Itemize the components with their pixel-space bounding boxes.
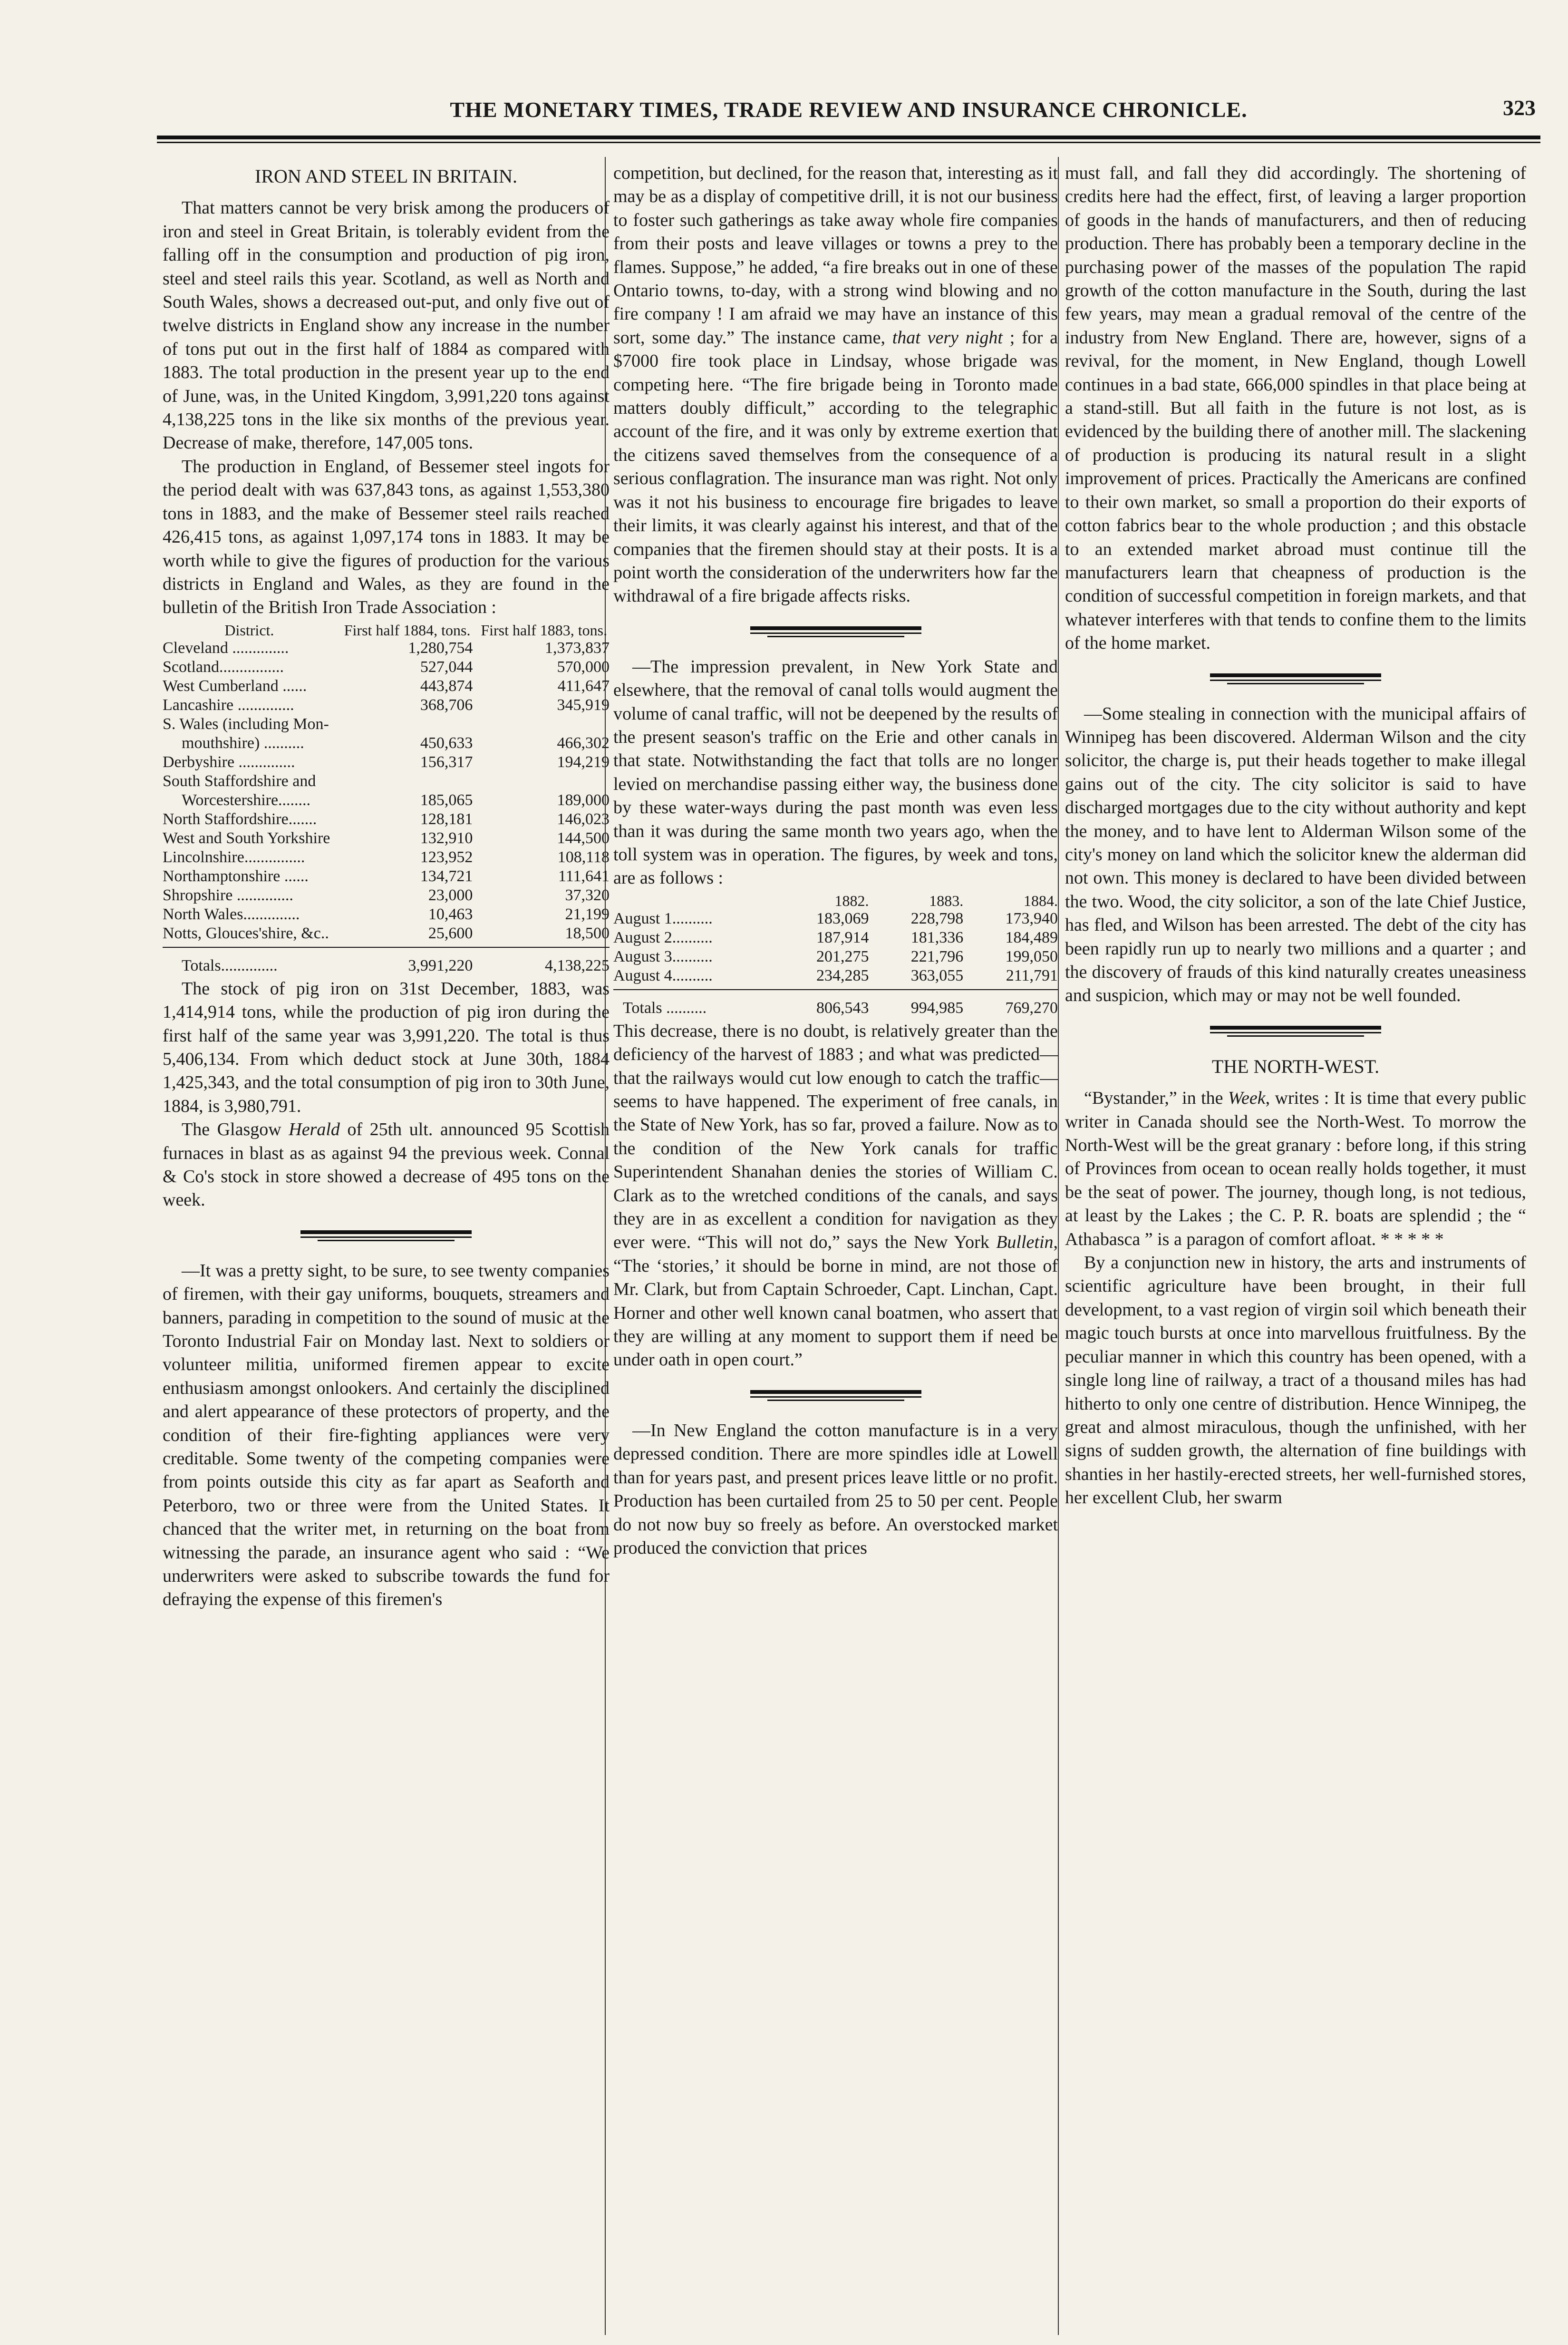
value-cell: 189,000 xyxy=(557,791,610,809)
table-row xyxy=(163,639,610,658)
district-cell: North Staffordshire....... xyxy=(163,810,317,828)
totals-row xyxy=(613,992,1058,1018)
text-run: competition, but declined, for the reason that, interesting as it may be as a display of competitive drill, it is not our business to foster such gatherings as take away whole fire companies from their posts and leave villages or towns a prey to the flames. Suppose,” he added, “a fire breaks out in one of these Ontario towns, to-day, with a strong wind blowing and no fire company ! I am afraid we may have an instance of this sort, some day.” The instance came, xyxy=(613,163,1058,348)
district-cell: Worcestershire........ xyxy=(182,791,311,809)
district-cell: South Staffordshire and xyxy=(163,772,316,790)
total-value: 769,270 xyxy=(1005,999,1058,1017)
district-cell: mouthshire) .......... xyxy=(182,734,304,752)
district-cell: Lancashire .............. xyxy=(163,696,294,714)
article-title-iron-steel: IRON AND STEEL IN BRITAIN. xyxy=(255,165,517,187)
week-cell: August 1.......... xyxy=(613,909,713,927)
italic-run: that very night xyxy=(892,327,1003,348)
paragraph: That matters cannot be very brisk among the producers of iron and steel in Great Britain, is tolerably evident from the falling off in the consumption and production of pig iron, steel and steel rails this year. Scotland, as well as North and South Wales, shows a decreased out-put, and only five out of twelve districts in England show any increase in the number of tons put out in the first half of 1884 as compared with 1883. The total production in the present year up to the end of June, was, in the United Kingdom, 3,991,220 tons against 4,138,225 tons in the like six months of the previous year. Decrease of make, therefore, 147,005 tons. xyxy=(163,198,610,453)
text-run: , writes : It is time that every public writer in Canada should see the North-West. To morrow the North-West will be the great granary : before long, if this string of Provinces from ocean to ocean really holds together, it must be the seat of power. The journey, though long, is not tedious, at least by the Lakes ; the C. P. R. boats are splendid ; the “ Athabasca ” is a paragon of comfort afloat. * * * * * xyxy=(1065,1088,1526,1249)
table-row xyxy=(163,696,610,715)
section-separator xyxy=(1210,1026,1381,1037)
value-cell xyxy=(336,772,473,791)
section-separator xyxy=(1210,673,1381,684)
value-cell: 10,463 xyxy=(428,905,473,923)
paragraph: By a conjunction new in history, the arts and instruments of scientific agriculture have been brought, in their full development, to a vast region of virgin soil which beneath their magic touch bursts at once into marvellous fruitfulness. By the peculiar manner in which this country has been opened, with a single long line of railway, a tract of a thousand miles has had hitherto to only one centre of distribution. Hence Winnipeg, the great and almost miraculous, though the unfinished, with her signs of sudden growth, the alternation of fine buildings with shanties in her hastily-erected streets, her well-furnished stores, her excellent Club, her swarm xyxy=(1065,1253,1526,1508)
article-title-north-west: THE NORTH-WEST. xyxy=(1211,1055,1380,1077)
table-row xyxy=(163,734,610,753)
totals-rule xyxy=(163,947,610,948)
table-row xyxy=(613,966,1058,985)
district-cell: S. Wales (including Mon- xyxy=(163,715,329,733)
value-cell: 25,600 xyxy=(428,924,473,942)
publication-title: THE MONETARY TIMES, TRADE REVIEW AND INSURANCE CHRONICLE. xyxy=(450,97,1248,122)
column-divider xyxy=(1058,157,1059,2335)
text-run: of 25th ult. announced 95 Scottish furnaces in blast as as against 94 the previous week. Connal & Co's stock in store showed a decrease of 495 tons on the week. xyxy=(163,1119,610,1210)
table-row xyxy=(613,909,1058,928)
table-row xyxy=(163,715,610,734)
canal-traffic-table xyxy=(613,892,1058,1018)
column-2 xyxy=(613,162,1058,2330)
table-header-cell: 1883. xyxy=(929,892,964,909)
value-cell: 144,500 xyxy=(557,829,610,847)
value-cell: 368,706 xyxy=(420,696,473,714)
totals-label: Totals.............. xyxy=(182,956,278,974)
value-cell: 132,910 xyxy=(420,829,473,847)
header-rule-thick xyxy=(157,136,1540,139)
italic-run: Bulletin xyxy=(996,1232,1054,1253)
district-cell: Northamptonshire ...... xyxy=(163,867,309,885)
table-header-row xyxy=(163,622,610,639)
paragraph: The stock of pig iron on 31st December, 1883, was 1,414,914 tons, while the production of pig iron during the first half of the same year was 3,991,220. The total is thus 5,406,134. From which deduct stock at June 30th, 1884 1,425,343, and the total consumption of pig iron to 30th June, 1884, is 3,980,791. xyxy=(163,978,610,1116)
value-cell: 194,219 xyxy=(557,753,610,771)
value-cell: 345,919 xyxy=(557,696,610,714)
district-cell: North Wales.............. xyxy=(163,905,300,923)
text-run: ; for a $7000 fire took place in Lindsay, whose brigade was competing here. “The fire brigade being in Toronto made matters doubly difficult,” according to the telegraphic account of the fire, and it was only by extreme exertion that the citizens saved themselves from the consequence of a serious conflagration. The insurance man was right. Not only was it not his business to encourage fire brigades to leave their limits, it was clearly against his interest, and that of the companies that the firemen should stay at their posts. It is a point worth the consideration of the underwriters how far the withdrawal of a fire brigade affects risks. xyxy=(613,327,1058,606)
table-row xyxy=(163,905,610,924)
total-value: 994,985 xyxy=(910,999,964,1017)
header-rule-thin xyxy=(157,142,1540,143)
text-run: “Bystander,” in the xyxy=(1084,1088,1228,1109)
value-cell: 1,280,754 xyxy=(408,639,473,657)
table-rule-row xyxy=(613,985,1058,992)
district-cell: Notts, Glouces'shire, &c.. xyxy=(163,924,329,942)
total-value: 3,991,220 xyxy=(408,956,473,974)
value-cell: 411,647 xyxy=(557,677,610,695)
table-row xyxy=(163,810,610,829)
district-cell: Cleveland .............. xyxy=(163,639,289,657)
paragraph: The production in England, of Bessemer steel ingots for the period dealt with was 637,843 tons, as against 1,553,380 tons in 1883, and the make of Bessemer steel rails reached 426,415 tons, as against 1,097,174 tons in 1883. It may be worth while to give the figures of production for the various districts in England and Wales, as they are found in the bulletin of the British Iron Trade Association : xyxy=(163,456,610,618)
value-cell xyxy=(473,715,610,734)
column-1 xyxy=(163,162,610,2330)
table-row xyxy=(163,677,610,696)
value-cell: 128,181 xyxy=(420,810,473,828)
section-separator xyxy=(300,1230,472,1241)
table-row xyxy=(163,791,610,810)
totals-row xyxy=(163,950,610,975)
week-cell: August 3.......... xyxy=(613,947,713,965)
value-cell: 201,275 xyxy=(816,947,869,965)
text-run: , “The ‘stories,’ it should be borne in mind, are not those of Mr. Clark, but from Captain Schroeder, Capt. Linchan, Capt. Horner and other well known canal boatmen, who assert that they are willing at any moment to support them if need be under oath in open court.” xyxy=(613,1232,1058,1370)
page-header xyxy=(157,90,1540,128)
table-row xyxy=(613,928,1058,947)
value-cell: 570,000 xyxy=(557,658,610,676)
table-row xyxy=(163,848,610,867)
table-header-cell: First half 1884, tons. xyxy=(344,621,471,639)
value-cell: 183,069 xyxy=(816,909,869,927)
paragraph xyxy=(613,1020,1058,1372)
paragraph xyxy=(163,1118,610,1212)
value-cell: 111,641 xyxy=(558,867,610,885)
table-row xyxy=(163,924,610,943)
table-header-row xyxy=(613,892,1058,909)
value-cell: 108,118 xyxy=(557,848,610,866)
text-run: The Glasgow xyxy=(182,1119,289,1140)
paragraph xyxy=(613,162,1058,608)
value-cell: 123,952 xyxy=(420,848,473,866)
table-row xyxy=(613,947,1058,966)
page-number: 323 xyxy=(1503,96,1536,120)
district-cell: Lincolnshire............... xyxy=(163,848,305,866)
district-cell: Shropshire .............. xyxy=(163,886,293,904)
value-cell: 1,373,837 xyxy=(545,639,610,657)
value-cell: 23,000 xyxy=(428,886,473,904)
total-value: 806,543 xyxy=(816,999,869,1017)
value-cell: 211,791 xyxy=(1006,966,1058,984)
value-cell: 181,336 xyxy=(910,928,964,946)
district-cell: Scotland................ xyxy=(163,658,284,676)
table-row xyxy=(163,753,610,772)
value-cell: 466,302 xyxy=(557,734,610,752)
value-cell xyxy=(473,772,610,791)
section-separator xyxy=(750,626,921,637)
value-cell: 363,055 xyxy=(910,966,964,984)
paragraph: —Some stealing in connection with the municipal affairs of Winnipeg has been discovered. Alderman Wilson and the city solicitor, the charge is, put their heads together to make illegal gains out of the city. The city solicitor is said to have discharged mortgages due to the city without authority and kept the money, and to have lent to Alderman Wilson some of the city's money on land which the solicitor knew the alderman did not own. This money is declared to have been divided between the two. Wood, the city solicitor, a son of the late Chief Justice, has fled, and Wilson has been arrested. The debt of the city has been rapidly run up to nearly two millions and a quarter ; and the discovery of frauds of this kind naturally creates uneasiness and suspicion, which may or may not be well founded. xyxy=(1065,703,1526,1006)
table-header-cell: 1882. xyxy=(834,892,869,909)
text-run: This decrease, there is no doubt, is relatively greater than the deficiency of the harvest of 1883 ; and what was predicted—that the railways would cut low enough to catch the traffic—seems to have happened. The experiment of free canals, in the State of New York, has so far, proved a failure. Now as to the condition of the New York canals for traffic Superintendent Shanahan denies the stories of William C. Clark as to the wretched conditions of the canals, and says they are in as excellent a condition for navigation as they ever were. “This will not do,” says the New York xyxy=(613,1021,1058,1253)
totals-label: Totals .......... xyxy=(623,999,707,1017)
value-cell: 199,050 xyxy=(1005,947,1058,965)
value-cell: 18,500 xyxy=(565,924,610,942)
value-cell: 443,874 xyxy=(420,677,473,695)
value-cell: 234,285 xyxy=(816,966,869,984)
table-row xyxy=(163,829,610,848)
week-cell: August 2.......... xyxy=(613,928,713,946)
value-cell: 527,044 xyxy=(420,658,473,676)
column-3 xyxy=(1065,162,1526,2330)
value-cell: 37,320 xyxy=(565,886,610,904)
table-header-cell: District. xyxy=(224,621,274,639)
table-row xyxy=(163,772,610,791)
italic-run: Herald xyxy=(289,1119,340,1140)
paragraph: must fall, and fall they did accordingly. The shortening of credits here had the effect, first, of leaving a larger proportion of goods in the hands of manufacturers, and then of reducing production. There has probably been a temporary decline in the purchasing power of the masses of the population The rapid growth of the cotton manufacture in the South, during the last few years, may mean a gradual removal of the centre of the industry from New England. There are, however, signs of a revival, for the moment, in New England, though Lowell continues in a bad state, 666,000 spindles in that place being at a stand-still. But all faith in the future is not lost, as is evidenced by the building there of another mill. The slackening of production is producing its natural result in a slight improvement of prices. Practically the Americans are confined to their own market, so small a proportion do their exports of cotton fabrics bear to the whole production ; and this obstacle to an extended market abroad must continue till the manufacturers learn that cheapness of production is the condition of successful competition in foreign markets, and that whatever interferes with that tends to confine them to the limits of the home market. xyxy=(1065,163,1526,653)
paragraph: —In New England the cotton manufacture is in a very depressed condition. There are more spindles idle at Lowell than for years past, and present prices leave little or no profit. Production has been curtailed from 25 to 50 per cent. People do not now buy so freely as before. An overstocked market produced the conviction that prices xyxy=(613,1420,1058,1558)
value-cell xyxy=(336,715,473,734)
value-cell: 221,796 xyxy=(910,947,964,965)
value-cell: 21,199 xyxy=(565,905,610,923)
total-value: 4,138,225 xyxy=(545,956,610,974)
paragraph: —The impression prevalent, in New York State and elsewhere, that the removal of canal tolls would augment the volume of canal traffic, will not be deepened by the results of the present season's traffic on the Erie and other canals in that state. Notwithstanding the fact that tolls are no longer levied on merchandise passing either way, the business done by these water-ways during the past month was even less than it was during the same month two years ago, when the toll system was in operation. The figures, by week and tons, are as follows : xyxy=(613,656,1058,888)
value-cell: 184,489 xyxy=(1005,928,1058,946)
table-header-cell: First half 1883, tons. xyxy=(481,621,608,639)
district-cell: West and South Yorkshire xyxy=(163,829,330,847)
table-row xyxy=(163,658,610,677)
iron-production-table xyxy=(163,622,610,975)
week-cell: August 4.......... xyxy=(613,966,713,984)
value-cell: 134,721 xyxy=(420,867,473,885)
table-rule-row xyxy=(163,943,610,950)
value-cell: 450,633 xyxy=(420,734,473,752)
table-row xyxy=(163,867,610,886)
paragraph: —It was a pretty sight, to be sure, to see twenty companies of firemen, with their gay uniforms, bouquets, streamers and banners, parading in competition to the sound of music at the Toronto Industrial Fair on Monday last. Next to soldiers or volunteer militia, uniformed firemen appear to excite enthusiasm amongst onlookers. And certainly the disciplined and alert appearance of these protectors of property, and the condition of their fire-fighting appliances were very creditable. Some twenty of the competing companies were from points outside this city as far apart as Seaforth and Peterboro, two or three were from the United States. It chanced that the writer met, in returning on the boat from witnessing the parade, an insurance agent who said : “We underwriters were asked to subscribe towards the fund for defraying the expense of this firemen's xyxy=(163,1260,610,1610)
value-cell: 173,940 xyxy=(1005,909,1058,927)
table-header-cell: 1884. xyxy=(1024,892,1058,909)
value-cell: 156,317 xyxy=(420,753,473,771)
section-separator xyxy=(750,1390,921,1401)
district-cell: West Cumberland ...... xyxy=(163,677,307,695)
district-cell: Derbyshire .............. xyxy=(163,753,295,771)
totals-rule xyxy=(613,989,1058,990)
value-cell: 228,798 xyxy=(910,909,964,927)
value-cell: 146,023 xyxy=(557,810,610,828)
italic-run: Week xyxy=(1228,1088,1266,1109)
table-row xyxy=(163,886,610,905)
value-cell: 185,065 xyxy=(420,791,473,809)
value-cell: 187,914 xyxy=(816,928,869,946)
paragraph xyxy=(1065,1087,1526,1251)
